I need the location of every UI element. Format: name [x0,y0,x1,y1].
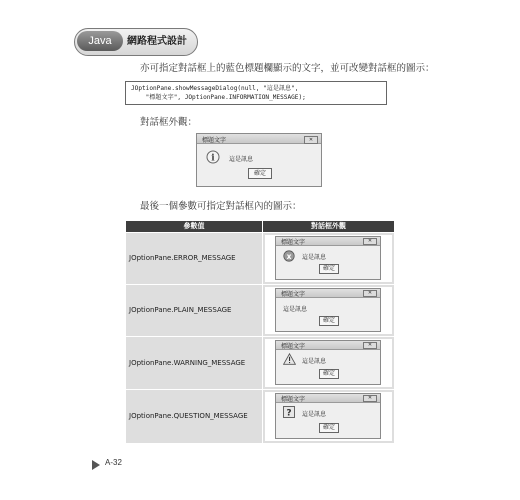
table-row [126,233,394,284]
dialog-ok-button[interactable]: 確定 [319,264,339,274]
java-badge: Java [77,31,123,51]
page-arrow-icon [92,460,100,470]
param-cell: JOptionPane.PLAIN_MESSAGE [126,285,262,336]
warning-dialog [275,340,381,385]
last-param-paragraph: 最後一個參數可指定對話框內的圖示： [140,201,302,212]
header-title: 網路程式設計 [127,36,187,47]
intro-paragraph: 亦可指定對話框上的藍色標題欄顯示的文字，並可改變對話框的圖示： [140,63,435,74]
dialog-ok-button[interactable]: 確定 [248,168,272,179]
appearance-cell [263,285,394,336]
table-row [126,285,394,336]
code-block [125,81,387,105]
code-line-2: "標題文字", JOptionPane.INFORMATION_MESSAGE); [131,94,306,101]
chapter-header [74,28,198,56]
table-header-appearance: 對話框外觀 [263,221,394,232]
appearance-cell [263,233,394,284]
page-number: A-32 [105,458,122,467]
warning-icon [283,353,296,365]
param-cell: JOptionPane.ERROR_MESSAGE [126,233,262,284]
dialog-close-button[interactable]: ✕ [363,238,377,245]
dialog-close-button[interactable]: ✕ [304,136,318,144]
svg-text:i: i [211,153,215,164]
dialog-close-button[interactable]: ✕ [363,290,377,297]
dialog-close-button[interactable]: ✕ [363,395,377,402]
dialog-ok-button[interactable]: 確定 [319,369,339,379]
dialog-titlebar [197,134,321,144]
dialog-title: 標題文字 [202,137,227,144]
dialog-title: 標題文字 [281,239,306,246]
appearance-cell [263,337,394,389]
svg-text:?: ? [286,408,292,418]
dialog-ok-button[interactable]: 確定 [319,316,339,326]
icon-type-table [126,221,394,445]
param-cell: JOptionPane.QUESTION_MESSAGE [126,390,262,443]
message-dialog [196,133,322,187]
dialog-message: 這是訊息 [302,358,327,365]
dialog-title: 標題文字 [281,343,306,350]
appearance-cell [263,390,394,443]
dialog-message: 這是訊息 [283,306,308,313]
question-dialog [275,393,381,439]
dialog-message: 這是訊息 [302,411,327,418]
dialog-title: 標題文字 [281,291,306,298]
dialog-message: 這是訊息 [229,156,254,163]
dialog-message: 這是訊息 [302,254,327,261]
table-row [126,337,394,389]
dialog-close-button[interactable]: ✕ [363,342,377,349]
table-header-param: 參數值 [126,221,262,232]
question-icon [283,406,295,418]
param-cell: JOptionPane.WARNING_MESSAGE [126,337,262,389]
svg-text:x: x [286,251,292,261]
dialog-title: 標題文字 [281,396,306,403]
plain-dialog [275,288,381,332]
appearance-label: 對話框外觀： [140,117,198,128]
information-icon [206,150,220,164]
table-row [126,390,394,443]
code-line-1: JOptionPane.showMessageDialog(null, "這是訊息", [131,85,299,92]
error-dialog [275,236,381,280]
error-icon [283,250,295,262]
dialog-ok-button[interactable]: 確定 [319,423,339,433]
